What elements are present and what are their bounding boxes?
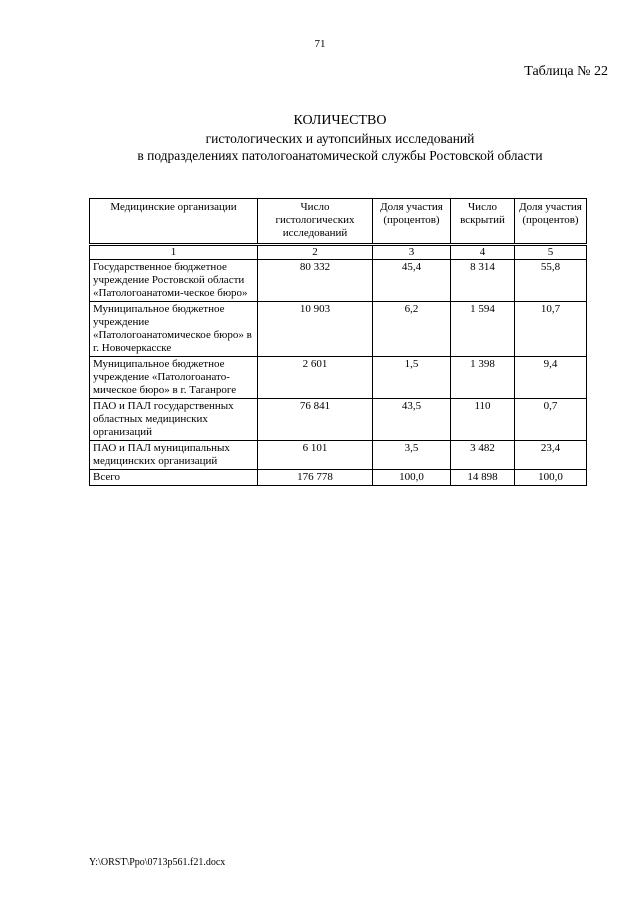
histology-count: 80 332: [258, 260, 373, 302]
autopsy-share: 9,4: [515, 357, 587, 399]
histology-share: 3,5: [373, 441, 451, 470]
total-label: Всего: [90, 470, 258, 486]
column-number-row: [90, 245, 587, 260]
autopsy-count: 3 482: [451, 441, 515, 470]
autopsy-count: 1 594: [451, 302, 515, 357]
header-histology-share: Доля участия (процентов): [373, 199, 451, 245]
org-name: Муниципальное бюджетное учреждение «Патологоанатомическое бюро» в г. Новочеркасске: [90, 302, 258, 357]
histology-count: 76 841: [258, 399, 373, 441]
column-number: 1: [90, 245, 258, 260]
org-name: Государственное бюджетное учреждение Ростовской области «Патологоанатоми-ческое бюро»: [90, 260, 258, 302]
histology-count: 2 601: [258, 357, 373, 399]
table-row: [90, 441, 587, 470]
header-organizations: Медицинские организации: [90, 199, 258, 245]
page-number: 71: [314, 38, 326, 50]
org-name: ПАО и ПАЛ государственных областных медицинских организаций: [90, 399, 258, 441]
header-autopsy-count: Число вскрытий: [451, 199, 515, 245]
autopsy-share: 23,4: [515, 441, 587, 470]
autopsy-count: 14 898: [451, 470, 515, 486]
org-name: Муниципальное бюджетное учреждение «Патологоанато-мическое бюро» в г. Таганроге: [90, 357, 258, 399]
table-row: [90, 399, 587, 441]
header-autopsy-share: Доля участия (процентов): [515, 199, 587, 245]
autopsy-share: 0,7: [515, 399, 587, 441]
histology-share: 1,5: [373, 357, 451, 399]
total-row: [90, 470, 587, 486]
histology-count: 176 778: [258, 470, 373, 486]
histology-share: 6,2: [373, 302, 451, 357]
footer-file-path: Y:\ORST\Ppo\0713p561.f21.docx: [89, 857, 226, 868]
histology-share: 45,4: [373, 260, 451, 302]
column-number: 2: [258, 245, 373, 260]
column-number: 3: [373, 245, 451, 260]
title-line-2: в подразделениях патологоанатомической службы Ростовской области: [137, 148, 543, 163]
autopsy-count: 1 398: [451, 357, 515, 399]
table-row: [90, 260, 587, 302]
column-number: 4: [451, 245, 515, 260]
autopsy-count: 8 314: [451, 260, 515, 302]
column-number: 5: [515, 245, 587, 260]
table-row: [90, 302, 587, 357]
table-title: [40, 112, 640, 164]
histology-share: 100,0: [373, 470, 451, 486]
table-label: Таблица № 22: [524, 64, 608, 79]
header-row: [90, 199, 587, 245]
histology-count: 6 101: [258, 441, 373, 470]
autopsy-share: 100,0: [515, 470, 587, 486]
header-histology-count: Число гистологических исследований: [258, 199, 373, 245]
table-row: [90, 357, 587, 399]
title-main: КОЛИЧЕСТВО: [293, 113, 387, 128]
histology-share: 43,5: [373, 399, 451, 441]
autopsy-share: 10,7: [515, 302, 587, 357]
org-name: ПАО и ПАЛ муниципальных медицинских организаций: [90, 441, 258, 470]
statistics-table: [89, 198, 587, 486]
autopsy-share: 55,8: [515, 260, 587, 302]
histology-count: 10 903: [258, 302, 373, 357]
title-line-1: гистологических и аутопсийных исследований: [205, 131, 475, 146]
autopsy-count: 110: [451, 399, 515, 441]
